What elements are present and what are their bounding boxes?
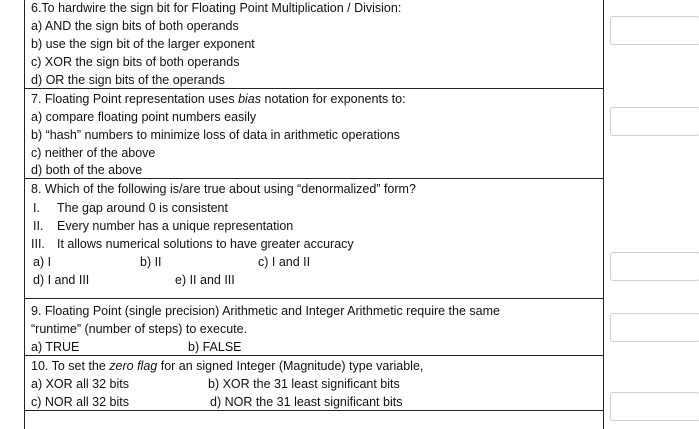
question-7-stem-emphasis: bias: [238, 92, 262, 106]
question-10-stem-emphasis: zero flag: [109, 359, 158, 373]
question-7-option-c: c) neither of the above: [31, 146, 156, 160]
question-6-option-c: c) XOR the sign bits of both operands: [31, 55, 240, 69]
question-10-stem-end: for an signed Integer (Magnitude) type variable,: [157, 359, 424, 373]
question-7-stem-start: 7. Floating Point representation uses: [31, 92, 239, 106]
question-8-item-iii-text: It allows numerical solutions to have greater accuracy: [57, 237, 354, 251]
question-7-stem-end: notation for exponents to:: [261, 92, 406, 106]
question-7-answer-field[interactable]: [610, 107, 699, 136]
question-10-option-c: c) NOR all 32 bits: [31, 395, 129, 409]
question-10-stem-start: 10. To set the: [31, 359, 110, 373]
question-9-stem-line-1: 9. Floating Point (single precision) Arithmetic and Integer Arithmetic require the same: [31, 304, 500, 318]
question-8-option-d: d) I and III: [33, 273, 90, 287]
question-9-option-a: a) TRUE: [31, 340, 80, 354]
question-7-option-b: b) “hash” numbers to minimize loss of data in arithmetic operations: [31, 128, 400, 142]
question-6-option-d: d) OR the sign bits of the operands: [31, 73, 225, 87]
question-8-item-iii-number: III.: [31, 237, 45, 251]
question-8-option-b: b) II: [140, 255, 162, 269]
row-divider: [24, 178, 604, 179]
table-right-border: [603, 0, 604, 429]
question-10-option-b: b) XOR the 31 least significant bits: [208, 377, 400, 391]
question-8-option-a: a) I: [33, 255, 52, 269]
question-6-option-b: b) use the sign bit of the larger exponent: [31, 37, 255, 51]
question-8-option-e: e) II and III: [175, 273, 235, 287]
question-9-answer-field[interactable]: [610, 313, 699, 342]
question-6-option-a: a) AND the sign bits of both operands: [31, 19, 239, 33]
question-8-item-i-text: The gap around 0 is consistent: [57, 201, 228, 215]
question-8-item-ii-text: Every number has a unique representation: [57, 219, 294, 233]
question-7-option-d: d) both of the above: [31, 163, 143, 177]
question-9-stem-line-2: “runtime” (number of steps) to execute.: [31, 322, 248, 336]
table-bottom-border: [24, 410, 604, 411]
question-8-item-i-number: I.: [33, 201, 40, 215]
row-divider: [24, 88, 604, 89]
question-7-option-a: a) compare floating point numbers easily: [31, 110, 257, 124]
question-10-answer-field[interactable]: [610, 392, 699, 421]
question-8-stem: 8. Which of the following is/are true about using “denormalized” form?: [31, 182, 416, 196]
question-9-option-b: b) FALSE: [188, 340, 242, 354]
question-8-option-c: c) I and II: [258, 255, 311, 269]
question-10-stem: [31, 358, 423, 374]
row-divider: [24, 298, 604, 299]
question-6-answer-field[interactable]: [610, 16, 699, 45]
row-divider: [24, 355, 604, 356]
question-7-stem: [31, 91, 406, 107]
question-8-item-ii-number: II.: [33, 219, 44, 233]
table-left-border: [24, 0, 25, 429]
question-6-stem: 6.To hardwire the sign bit for Floating Point Multiplication / Division:: [31, 1, 402, 15]
question-10-option-a: a) XOR all 32 bits: [31, 377, 129, 391]
question-8-answer-field[interactable]: [610, 252, 699, 281]
question-10-option-d: d) NOR the 31 least significant bits: [210, 395, 403, 409]
